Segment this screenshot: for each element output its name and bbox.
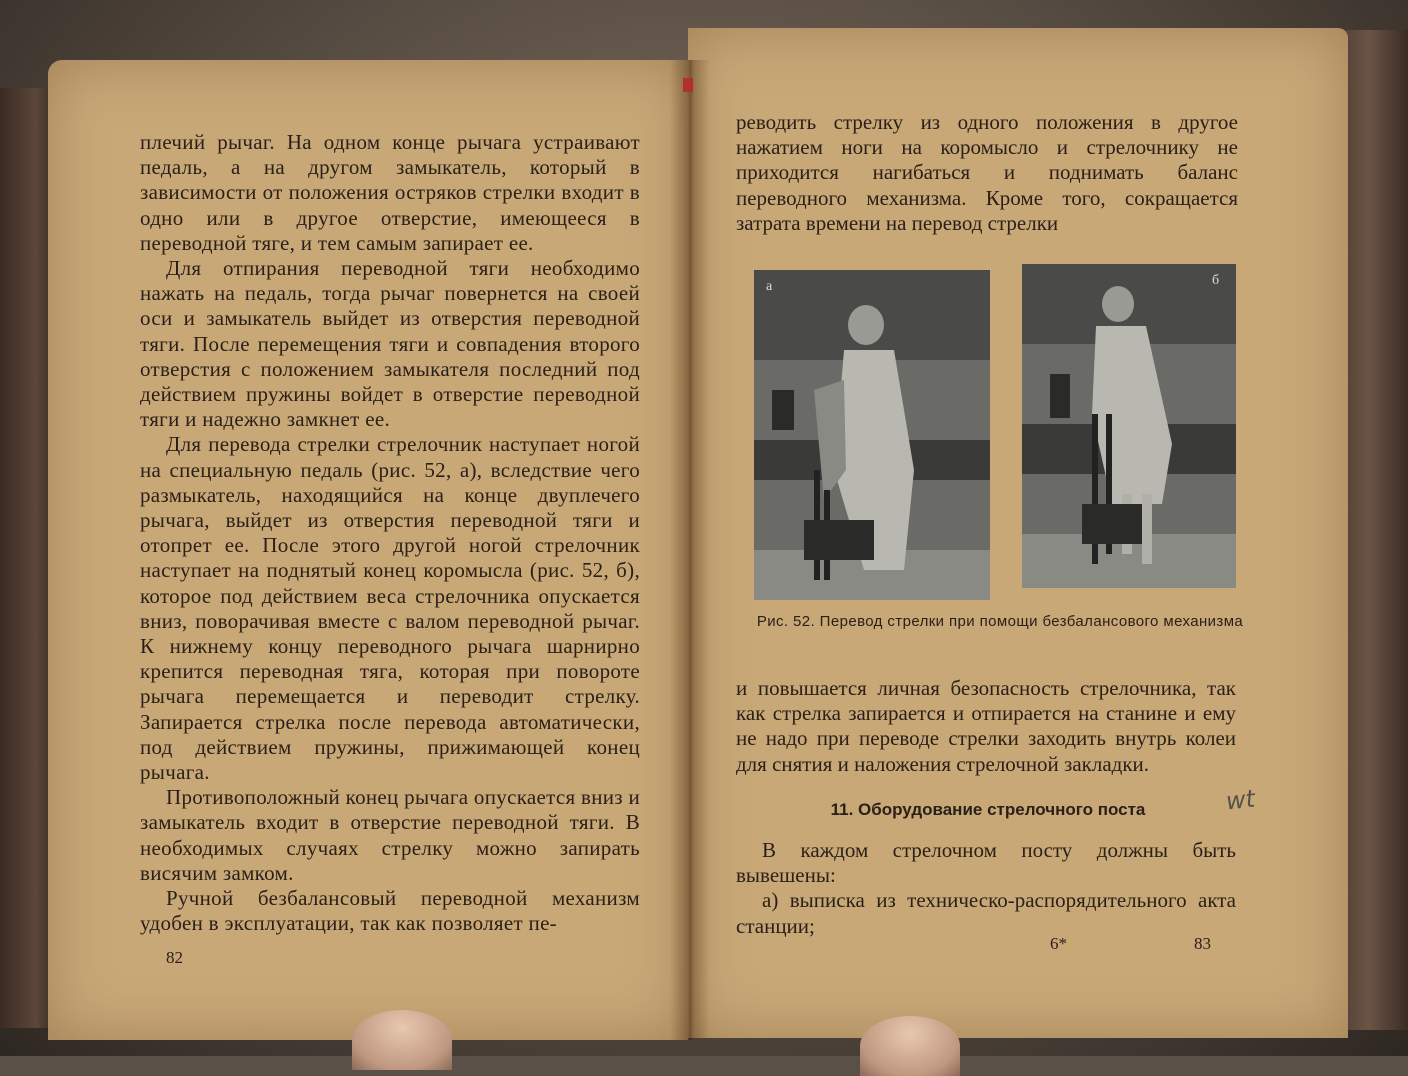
left-page — [48, 60, 688, 1040]
photo-b-label: б — [1212, 273, 1220, 288]
paragraph: В каждом стрелочном посту должны быть вывешены: — [736, 838, 1236, 888]
section-title: 11. Оборудование стрелочного поста — [830, 800, 1146, 819]
paragraph: плечий рычаг. На одном конце рычага устраивают педаль, а на другом замыкатель, который в зависимости от положения остряков стрелки входит в одно или в другое отверстие, имеющееся в переводной тяге, и тем самым запирает ее. — [140, 130, 640, 255]
paragraph: Для отпирания переводной тяги необходимо нажать на педаль, тогда рычаг повернется на своей оси и замыкатель выйдет из отверстия переводной тяги. После перемещения тяги и совпадения второго отверстия с положением замыкателя последний под действием пружины войдет в отверстие переводной тяги и надежно замкнет ее. — [140, 256, 640, 432]
paragraph: Для перевода стрелки стрелочник наступает ногой на специальную педаль (рис. 52, а), вследствие чего размыкатель, находящийся на конце двуплечего рычага, выйдет из отверстия переводной тяги и отопрет ее. После этого другой ногой стрелочник наступает на поднятый конец коромысла (рис. 52, б), которое под действием веса стрелочника опускается вниз, поворачивая вместе с валом переводной рычаг. К нижнему концу переводного рычага шарнирно крепится переводная тяга, которая при повороте рычага перемещается и переводит стрелку. Запирается стрелка после перевода автоматически, под действием пружины, прижимающей конец рычага. — [140, 432, 640, 785]
right-page-bottom-text — [736, 838, 1236, 939]
photo-a-label: а — [766, 279, 773, 294]
signature-mark: 6* — [1050, 934, 1067, 953]
photo-a-image — [754, 270, 990, 600]
paragraph: Ручной безбалансовый переводной механизм удобен в эксплуатации, так как позволяет пе- — [140, 886, 640, 936]
handwritten-note: wt — [1224, 784, 1257, 816]
book-gutter — [670, 60, 710, 1040]
right-page-mid-text: и повышается личная безопасность стрелочника, так как стрелка запирается и отпирается на станине и ему не надо при переводе стрелки заходить внутрь колеи для снятия и наложения стрелочной закладки. — [736, 676, 1236, 776]
page-number-right: 83 — [1194, 934, 1211, 953]
figure-photo-a — [754, 270, 990, 600]
thumb-left — [352, 1010, 452, 1070]
figure-photo-b — [1022, 264, 1236, 588]
right-page — [688, 28, 1348, 1038]
paragraph: Противоположный конец рычага опускается вниз и замыкатель входит в отверстие переводной тяги. В необходимых случаях стрелку можно запирать висячим замком. — [140, 785, 640, 885]
bookmark-ribbon — [683, 78, 693, 92]
figure-caption: Рис. 52. Перевод стрелки при помощи безбалансового механизма — [756, 613, 1244, 630]
photo-b-image — [1022, 264, 1236, 588]
page-number-left: 82 — [166, 948, 183, 967]
right-page-top-text: реводить стрелку из одного положения в другое нажатием ноги на коромысло и стрелочнику не приходится нагибаться и поднимать баланс переводного механизма. Кроме того, сокращается затрата времени на перевод стрелки — [736, 110, 1238, 235]
paragraph: а) выписка из техническо-распорядительного акта станции; — [736, 888, 1236, 938]
thumb-right — [860, 1016, 960, 1076]
left-page-text — [140, 130, 640, 937]
